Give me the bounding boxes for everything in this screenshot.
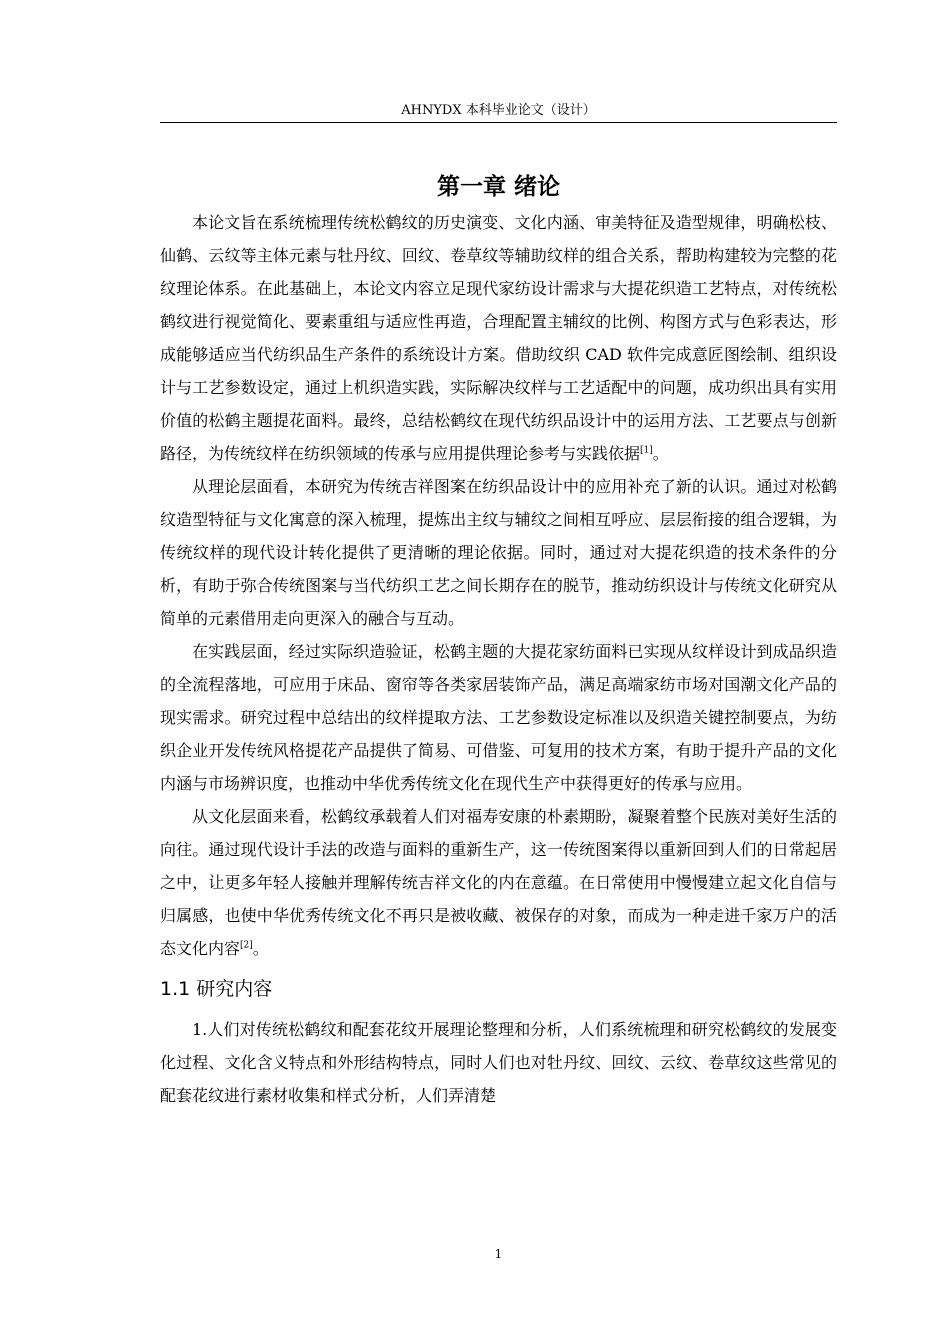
chapter-title: 第一章 绪论 bbox=[436, 174, 560, 201]
citation-1[interactable]: [1] bbox=[640, 445, 653, 456]
body-text bbox=[160, 206, 837, 1112]
header-rule bbox=[160, 122, 837, 123]
section-title: 1.1 研究内容 bbox=[160, 978, 273, 1000]
paragraph-4-text: 从文化层面来看，松鹤纹承载着人们对福寿安康的朴素期盼，凝聚着整个民族对美好生活的向往。通过现代设计手法的改造与面料的重新生产，这一传统图案得以重新回到人们的日常起居之中，让更多年轻人接触并理解传统吉祥文化的内在意蕴。在日常使用中慢慢建立起文化自信与归属感，也使中华优秀传统文化不再只是被收藏、被保存的对象，而成为一种走进千家万户的活态文化内容 bbox=[160, 807, 837, 958]
citation-2[interactable]: [2] bbox=[240, 940, 253, 951]
paragraph-1 bbox=[160, 206, 837, 470]
page-number: 1 bbox=[494, 1247, 503, 1261]
page-header: AHNYDX 本科毕业论文（设计） bbox=[401, 103, 596, 118]
paragraph-1-tail: 。 bbox=[652, 444, 669, 463]
section-paragraph-1: 1.人们对传统松鹤纹和配套花纹开展理论整理和分析，人们系统梳理和研究松鹤纹的发展变化过程、文化含义特点和外形结构特点，同时人们也对牡丹纹、回纹、云纹、卷草纹这些常见的配套花纹进行素材收集和样式分析，人们弄清楚 bbox=[160, 1020, 837, 1105]
paragraph-4-tail: 。 bbox=[252, 939, 269, 958]
paragraph-3: 在实践层面，经过实际织造验证，松鹤主题的大提花家纺面料已实现从纹样设计到成品织造的全流程落地，可应用于床品、窗帘等各类家居装饰产品，满足高端家纺市场对国潮文化产品的现实需求。研究过程中总结出的纹样提取方法、工艺参数设定标准以及织造关键控制要点，为纺织企业开发传统风格提花产品提供了简易、可借鉴、可复用的技术方案，有助于提升产品的文化内涵与市场辨识度，也推动中华优秀传统文化在现代生产中获得更好的传承与应用。 bbox=[160, 642, 837, 793]
paragraph-4 bbox=[160, 800, 837, 965]
paragraph-1-text: 本论文旨在系统梳理传统松鹤纹的历史演变、文化内涵、审美特征及造型规律，明确松枝、仙鹤、云纹等主体元素与牡丹纹、回纹、卷草纹等辅助纹样的组合关系，帮助构建较为完整的花纹理论体系。在此基础上，本论文内容立足现代家纺设计需求与大提花织造工艺特点，对传统松鹤纹进行视觉简化、要素重组与适应性再造，合理配置主辅纹的比例、构图方式与色彩表达，形成能够适应当代纺织品生产条件的系统设计方案。借助纹织 CAD 软件完成意匠图绘制、组织设计与工艺参数设定，通过上机织造实践，实际解决纹样与工艺适配中的问题，成功织出具有实用价值的松鹤主题提花面料。最终，总结松鹤纹在现代纺织品设计中的运用方法、工艺要点与创新路径，为传统纹样在纺织领域的传承与应用提供理论参考与实践依据 bbox=[160, 213, 837, 463]
paragraph-2: 从理论层面看，本研究为传统吉祥图案在纺织品设计中的应用补充了新的认识。通过对松鹤纹造型特征与文化寓意的深入梳理，提炼出主纹与辅纹之间相互呼应、层层衔接的组合逻辑，为传统纹样的现代设计转化提供了更清晰的理论依据。同时，通过对大提花织造的技术条件的分析，有助于弥合传统图案与当代纺织工艺之间长期存在的脱节，推动纺织设计与传统文化研究从简单的元素借用走向更深入的融合与互动。 bbox=[160, 477, 837, 628]
